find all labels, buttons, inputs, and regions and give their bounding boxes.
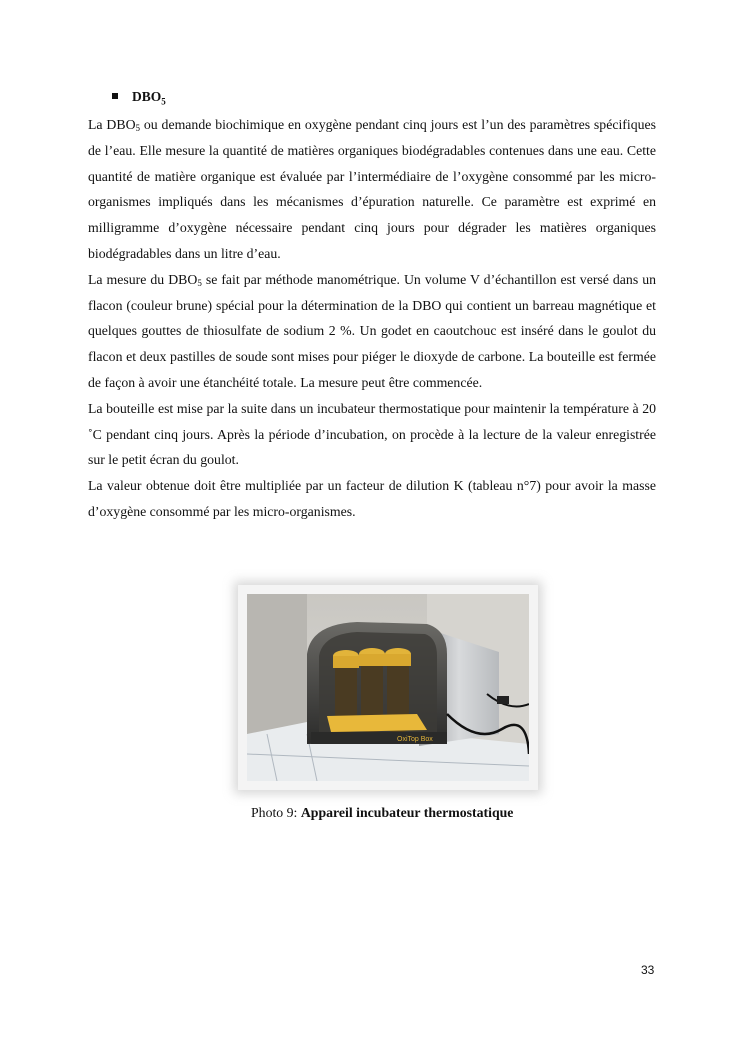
paragraph-text: La DBO: [88, 117, 136, 132]
paragraph-text: La bouteille est mise par la suite dans un incubateur thermostatique pour maintenir la température à 20 ˚C pendant cinq jours. Après la période d’incubation, on procède à la lecture de la valeur enregistrée sur le petit écran du goulot.: [88, 400, 656, 468]
paragraph: [88, 396, 656, 473]
heading-text: DBO: [132, 89, 162, 104]
body-text: [88, 112, 656, 525]
subscript: 5: [197, 277, 202, 288]
page-number: 33: [641, 963, 655, 977]
photo-frame: [238, 585, 538, 790]
heading-subscript: 5: [161, 96, 166, 107]
paragraph: [88, 473, 656, 525]
photo-caption: [251, 805, 513, 821]
section-heading: [112, 89, 166, 107]
device-label: OxiTop Box: [397, 736, 433, 743]
subscript: 5: [135, 123, 141, 133]
caption-title: Appareil incubateur thermostatique: [300, 805, 514, 820]
paragraph-text: La mesure du DBO: [88, 271, 198, 287]
incubator-photo: [247, 594, 529, 781]
paragraph-text: La valeur obtenue doit être multipliée par un facteur de dilution K (tableau n°7) pour avoir la masse d’oxygène consommé par les micro-organismes.: [88, 478, 656, 519]
paragraph: [88, 267, 656, 396]
square-bullet-icon: [112, 93, 118, 99]
paragraph: [88, 112, 656, 267]
paragraph-text: se fait par méthode manométrique. Un volume V d’échantillon est versé dans un flacon (couleur brune) spécial pour la détermination de la DBO qui contient un barreau magnétique et quelques gouttes de thiosulfate de sodium 2 %. Un godet en caoutchouc est inséré dans le goulot du flacon et deux pastilles de soude sont mises pour piéger le dioxyde de carbone. La bouteille est fermée de façon à avoir une étanchéité totale. La mesure peut être commencée.: [88, 271, 656, 390]
paragraph-text: ou demande biochimique en oxygène pendant cinq jours est l’un des paramètres spécifiques de l’eau. Elle mesure la quantité de matières organiques biodégradables contenues dans une eau. Cette quantité de matière organique est évaluée par l’intermédiaire de l’oxygène consommé par les micro-organismes impliqués dans les mécanismes d’épuration naturelle. Ce paramètre est exprimé en milligramme d’oxygène nécessaire pendant cinq jours pour dégrader les matières organiques biodégradables dans un litre d’eau.: [88, 117, 656, 261]
caption-prefix: Photo 9:: [251, 805, 301, 820]
